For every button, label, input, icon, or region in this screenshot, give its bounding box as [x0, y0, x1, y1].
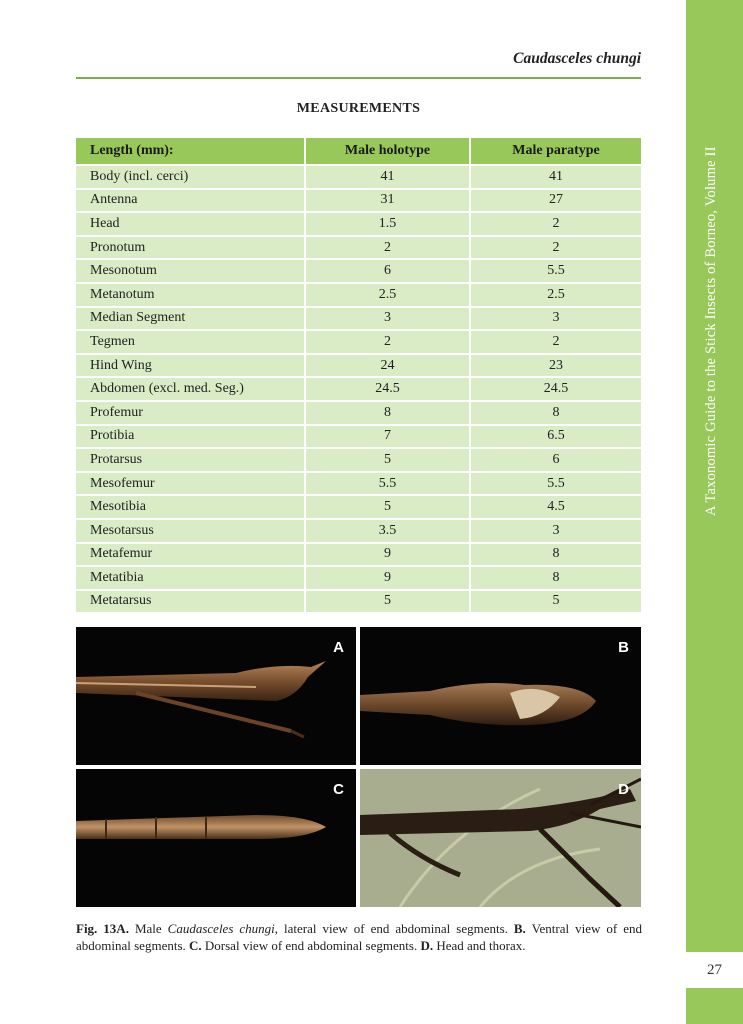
figure-caption	[76, 920, 642, 954]
caption-text: Ventral view of end abdominal segments.	[76, 921, 642, 953]
table-cell: 3	[305, 307, 470, 331]
row-label: Head	[76, 212, 305, 236]
table-row	[76, 519, 641, 543]
table-cell: 8	[470, 543, 641, 567]
table-cell: 2	[470, 330, 641, 354]
table-row	[76, 377, 641, 401]
table-cell: 3	[470, 519, 641, 543]
table-cell: 24.5	[305, 377, 470, 401]
caption-text: , lateral view of end abdominal segments.	[274, 921, 514, 936]
table-header-row	[76, 138, 641, 165]
table-row	[76, 448, 641, 472]
caption-b-label: B.	[513, 921, 526, 936]
row-label: Mesotarsus	[76, 519, 305, 543]
table-cell: 24.5	[470, 377, 641, 401]
table-row	[76, 330, 641, 354]
row-label: Pronotum	[76, 236, 305, 260]
table-cell: 6	[470, 448, 641, 472]
table-cell: 5	[305, 495, 470, 519]
photo-b-label: B	[618, 639, 629, 656]
table-cell: 4.5	[470, 495, 641, 519]
row-label: Protarsus	[76, 448, 305, 472]
column-header: Male paratype	[470, 138, 641, 165]
caption-text: Male	[128, 921, 168, 936]
photo-b	[360, 627, 641, 765]
table-cell: 5.5	[470, 259, 641, 283]
caption-c-label: C.	[189, 938, 202, 953]
running-head: Caudasceles chungi	[513, 50, 641, 67]
table-row	[76, 566, 641, 590]
photo-c-image	[76, 769, 356, 907]
table-cell: 6.5	[470, 425, 641, 449]
table-row	[76, 495, 641, 519]
row-label: Abdomen (excl. med. Seg.)	[76, 377, 305, 401]
table-cell: 2	[305, 236, 470, 260]
page-number: 27	[686, 952, 743, 988]
caption-text: Head and thorax.	[433, 938, 526, 953]
table-cell: 5	[305, 448, 470, 472]
table-cell: 2.5	[305, 283, 470, 307]
table-row	[76, 307, 641, 331]
photo-d	[360, 769, 641, 907]
row-label: Metatibia	[76, 566, 305, 590]
photo-a	[76, 627, 356, 765]
table-row	[76, 189, 641, 213]
row-label: Mesofemur	[76, 472, 305, 496]
photo-a-label: A	[333, 639, 344, 656]
table-cell: 27	[470, 189, 641, 213]
table-row	[76, 236, 641, 260]
table-cell: 6	[305, 259, 470, 283]
table-cell: 5	[305, 590, 470, 613]
row-label: Metanotum	[76, 283, 305, 307]
table-cell: 5	[470, 590, 641, 613]
column-header: Male holotype	[305, 138, 470, 165]
table-cell: 5.5	[305, 472, 470, 496]
caption-fig-label: Fig. 13A.	[76, 921, 129, 936]
table-cell: 8	[470, 566, 641, 590]
photo-a-image	[76, 627, 356, 765]
header-rule	[76, 77, 641, 79]
table-cell: 24	[305, 354, 470, 378]
row-label: Protibia	[76, 425, 305, 449]
table-row	[76, 472, 641, 496]
photo-b-image	[360, 627, 641, 765]
table-cell: 3.5	[305, 519, 470, 543]
table-cell: 23	[470, 354, 641, 378]
table-row	[76, 283, 641, 307]
table-cell: 31	[305, 189, 470, 213]
table-cell: 2	[305, 330, 470, 354]
caption-species: Caudasceles chungi	[167, 921, 275, 936]
table-row	[76, 401, 641, 425]
table-cell: 5.5	[470, 472, 641, 496]
column-header: Length (mm):	[76, 138, 305, 165]
table-cell: 7	[305, 425, 470, 449]
section-title: MEASUREMENTS	[296, 101, 421, 116]
photo-d-image	[360, 769, 641, 907]
table-cell: 2.5	[470, 283, 641, 307]
table-row	[76, 165, 641, 189]
caption-text: Dorsal view of end abdominal segments.	[201, 938, 421, 953]
photo-c-label: C	[333, 781, 344, 798]
table-cell: 41	[470, 165, 641, 189]
table-row	[76, 425, 641, 449]
table-cell: 3	[470, 307, 641, 331]
measurements-table	[76, 138, 641, 612]
photo-d-label: D	[618, 781, 629, 798]
table-cell: 41	[305, 165, 470, 189]
row-label: Antenna	[76, 189, 305, 213]
table-cell: 9	[305, 543, 470, 567]
row-label: Metafemur	[76, 543, 305, 567]
table-row	[76, 590, 641, 613]
row-label: Hind Wing	[76, 354, 305, 378]
table-cell: 2	[470, 236, 641, 260]
row-label: Body (incl. cerci)	[76, 165, 305, 189]
row-label: Metatarsus	[76, 590, 305, 613]
side-title: A Taxonomic Guide to the Stick Insects of Borneo, Volume II	[703, 146, 719, 516]
row-label: Tegmen	[76, 330, 305, 354]
photo-c	[76, 769, 356, 907]
row-label: Profemur	[76, 401, 305, 425]
table-cell: 8	[305, 401, 470, 425]
row-label: Mesotibia	[76, 495, 305, 519]
table-cell: 8	[470, 401, 641, 425]
table-cell: 1.5	[305, 212, 470, 236]
caption-d-label: D.	[420, 938, 434, 953]
row-label: Mesonotum	[76, 259, 305, 283]
row-label: Median Segment	[76, 307, 305, 331]
table-row	[76, 259, 641, 283]
table-cell: 2	[470, 212, 641, 236]
table-row	[76, 543, 641, 567]
table-row	[76, 354, 641, 378]
table-cell: 9	[305, 566, 470, 590]
table-row	[76, 212, 641, 236]
